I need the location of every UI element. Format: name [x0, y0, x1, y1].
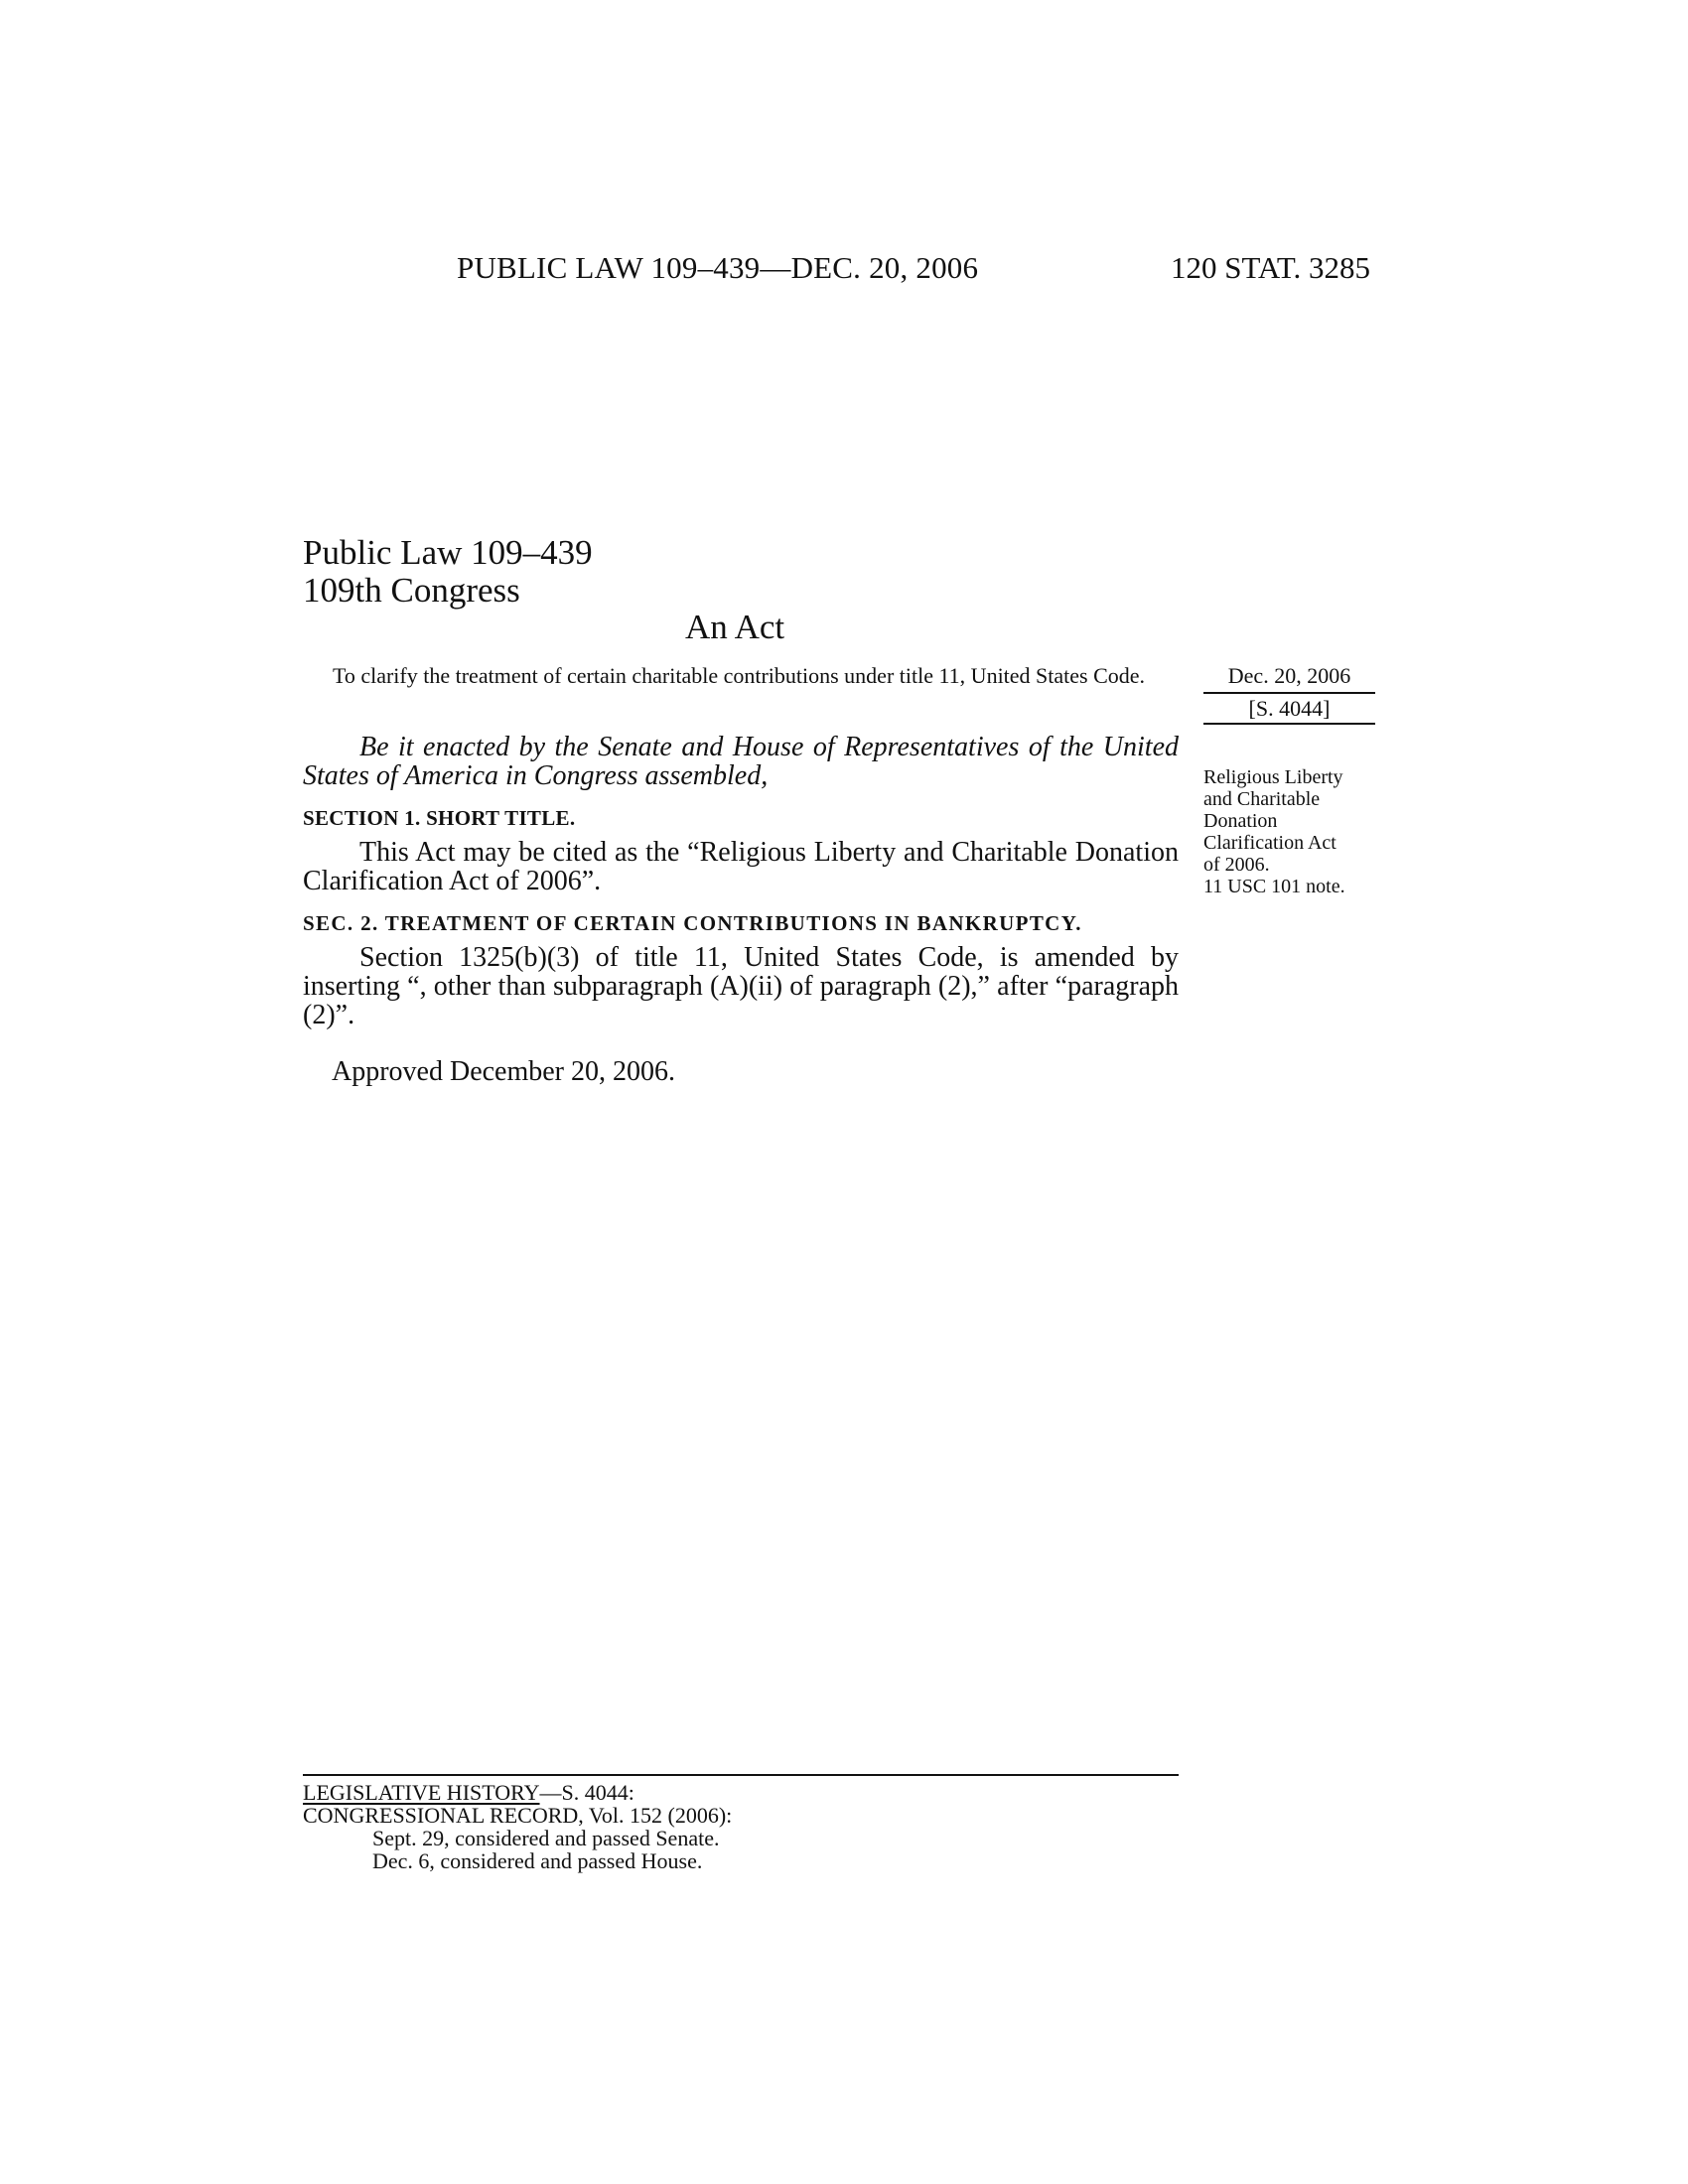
- act-title: An Act: [685, 608, 785, 646]
- running-header-stat-page: 120 STAT. 3285: [1170, 250, 1370, 285]
- margin-rule-bottom: [1203, 723, 1375, 725]
- side-note-line: Clarification Act: [1203, 832, 1336, 854]
- history-title: LEGISLATIVE HISTORY: [303, 1780, 540, 1805]
- running-header-citation: PUBLIC LAW 109–439—DEC. 20, 2006: [457, 250, 979, 285]
- bill-number: [S. 4044]: [1248, 696, 1331, 721]
- act-purpose: To clarify the treatment of certain charitable contributions under title 11, United States Code.: [332, 663, 1146, 688]
- enactment-date: Dec. 20, 2006: [1227, 663, 1351, 688]
- side-note-line: Religious Liberty: [1203, 766, 1343, 788]
- congress-label: 109th Congress: [303, 571, 520, 610]
- running-header: [457, 250, 1370, 290]
- history-title-line: [303, 1781, 1179, 1804]
- section-1-heading: SECTION 1. SHORT TITLE.: [303, 806, 576, 830]
- side-note-line: Donation: [1203, 810, 1278, 832]
- legislative-history: [303, 1781, 1179, 1872]
- law-number: Public Law 109–439: [303, 533, 593, 572]
- footnote-rule: [303, 1774, 1179, 1776]
- margin-rule: [1203, 692, 1375, 694]
- side-note-line: 11 USC 101 note.: [1203, 876, 1345, 897]
- history-entry: Sept. 29, considered and passed Senate.: [372, 1826, 720, 1850]
- section-2-text: Section 1325(b)(3) of title 11, United States Code, is amended by inserting “, other than subparagraph (A)(ii) of paragraph (2),” after “paragraph (2)”.: [303, 942, 1179, 1030]
- enacting-clause: Be it enacted by the Senate and House of Representatives of the United States of America in Congress assembled,: [303, 732, 1179, 791]
- margin-side-note: [1203, 766, 1392, 897]
- law-heading: [303, 534, 593, 610]
- history-entry: Dec. 6, considered and passed House.: [372, 1848, 703, 1873]
- congressional-record-line: CONGRESSIONAL RECORD, Vol. 152 (2006):: [303, 1803, 733, 1828]
- side-note-line: and Charitable: [1203, 788, 1321, 810]
- section-1-text: This Act may be cited as the “Religious Liberty and Charitable Donation Clarification Act of 2006”.: [303, 837, 1179, 896]
- history-title-suffix: —S. 4044:: [539, 1780, 634, 1805]
- side-note-line: of 2006.: [1203, 854, 1270, 876]
- approval-line: Approved December 20, 2006.: [332, 1056, 676, 1087]
- section-2-heading: SEC. 2. TREATMENT OF CERTAIN CONTRIBUTIONS IN BANKRUPTCY.: [303, 911, 1082, 935]
